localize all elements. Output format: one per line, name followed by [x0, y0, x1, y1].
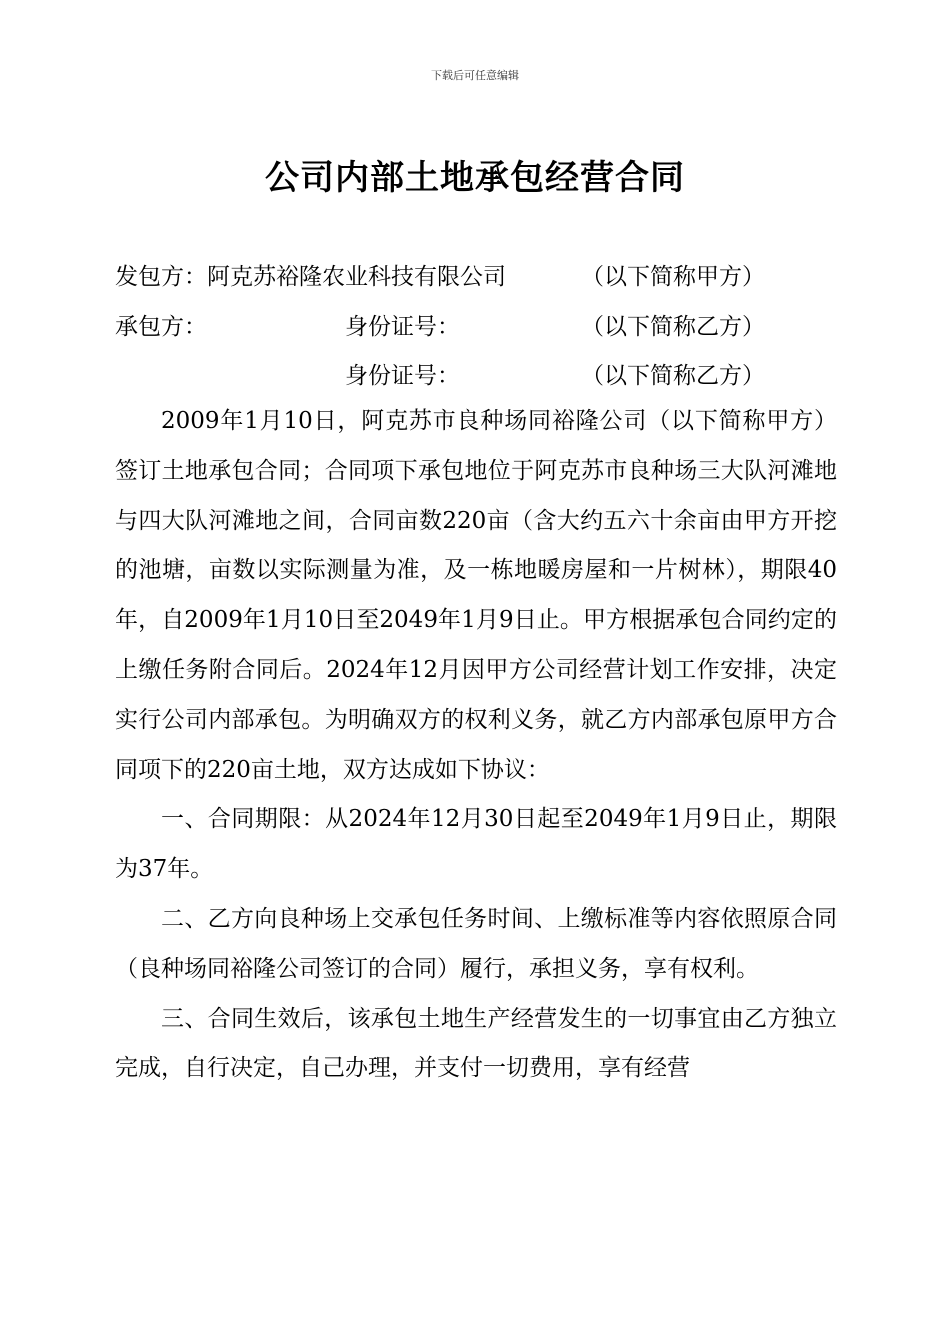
contractee-alias-1: （以下简称乙方） — [581, 314, 765, 340]
contractee-line-2 — [115, 357, 835, 387]
contract-body — [115, 397, 837, 1094]
header-note: 下载后可任意编辑 — [431, 69, 519, 82]
contractor-label: 发包方：阿克苏裕隆农业科技有限公司 — [115, 264, 506, 290]
contractee-alias-2: （以下简称乙方） — [581, 363, 765, 389]
contractor-line — [115, 258, 835, 288]
document-title: 公司内部土地承包经营合同 — [265, 158, 685, 198]
paragraph-operations: 三、合同生效后，该承包土地生产经营发生的一切事宜由乙方独立完成，自行决定，自己办理，并支付一切费用，享有经营 — [115, 1005, 837, 1082]
paragraph-obligations: 二、乙方向良种场上交承包任务时间、上缴标准等内容依照原合同（良种场同裕隆公司签订的合同）履行，承担义务，享有权利。 — [115, 905, 837, 982]
id-label-2: 身份证号： — [345, 363, 460, 389]
paragraph-preamble: 2009年1月10日，阿克苏市良种场同裕隆公司（以下简称甲方）签订土地承包合同；合同项下承包地位于阿克苏市良种场三大队河滩地与四大队河滩地之间，合同亩数220亩（含大约五六十余亩由甲方开挖的池塘，亩数以实际测量为准，及一栋地暖房屋和一片树林），期限40年，自2009年1月10日至2049年1月9日止。甲方根据承包合同约定的上缴任务附合同后。2024年12月因甲方公司经营计划工作安排，决定实行公司内部承包。为明确双方的权利义务，就乙方内部承包原甲方合同项下的220亩土地，双方达成如下协议： — [115, 408, 837, 783]
contractee-label: 承包方： — [115, 314, 207, 340]
contractor-alias: （以下简称甲方） — [581, 264, 765, 290]
contractee-line-1 — [115, 308, 835, 338]
paragraph-term: 一、合同期限：从2024年12月30日起至2049年1月9日止，期限为37年。 — [115, 806, 837, 883]
id-label-1: 身份证号： — [345, 314, 460, 340]
